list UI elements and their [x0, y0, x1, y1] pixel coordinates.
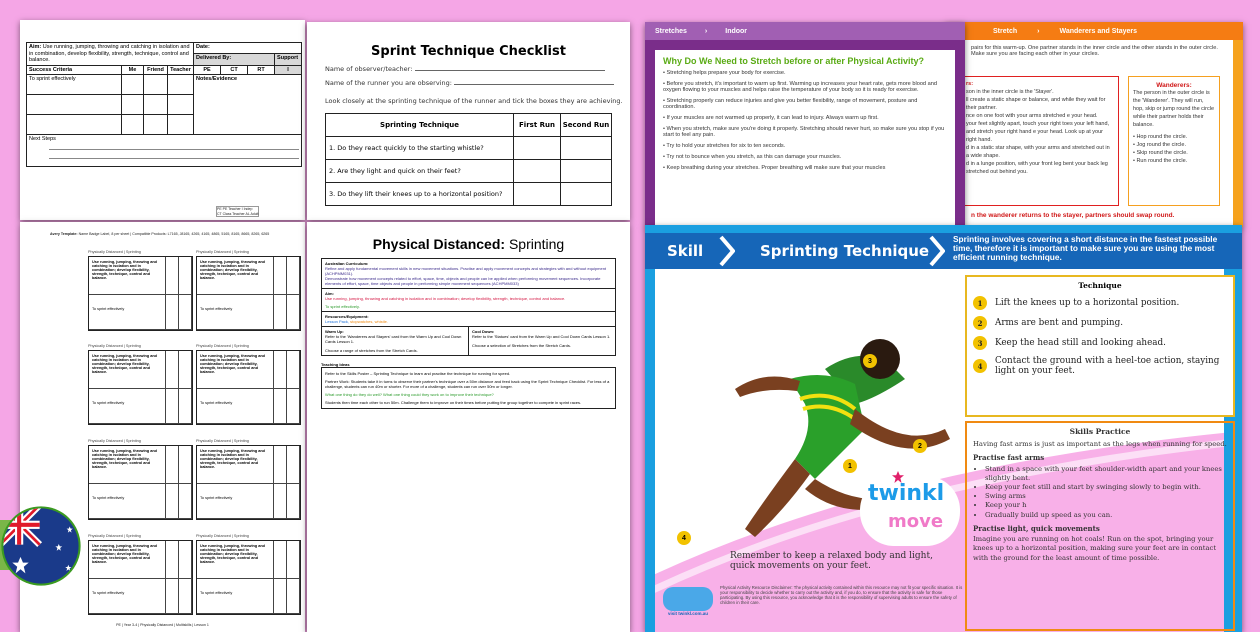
notes-label: Notes/Evidence — [196, 76, 238, 83]
crumb: Stretch — [993, 27, 1018, 35]
table-row: 3. Do they lift their knees up to a horizontal position? — [326, 183, 612, 206]
lesson-plan-table: Australian Curriculum: Refine and apply fundamental movement skills in new movement situations. Practise and apply movement concepts and strategies with and without equipment (ACHPMM031). Demonstrate how movement concepts related to effort, space, time, objects and people can be applied when performing movement sequences. Incorporate elements of effort, space, time objects and people in performing simple movement sequences (ACHPMM033) Aim: Use running, jumping, throwing and catching in isolation and in combination; develop flexibility, strength, technique, control and balance. To sprint effectively. Resources/Equipment: Lesson Pack, stopwatches, whistle. Warm Up: Refer to the 'Wanderers and Stayers' card from the Warm Up and Cool Down Cards Lesson 1. Choose a range of stretches from the Stretch Cards. Cool Down: Refer to the 'Statues' card from the Warm Up and Cool Down Cards Lesson 1. Choose a selection of Stretches from the Stretch Cards. — [321, 258, 616, 356]
name-badge-label: Physically Distanced | Sprinting Use running, jumping, throwing and catching in isolation and in combination; develop flexibility, strength, technique, control and balance. To sprint effectively — [88, 344, 193, 425]
marker-2: 2 — [913, 439, 927, 453]
warmup-footer: n the wanderer returns to the stayer, partners should swap round. — [971, 212, 1175, 219]
sprint-checklist-preview — [307, 22, 630, 220]
checklist-instruction: Look closely at the sprinting technique of the runner and tick the boxes they are achieving. — [325, 97, 623, 105]
chevron-icon — [719, 235, 735, 267]
list-item: d in a static star shape, with your arms and stretched out in a wide shape. — [966, 144, 1110, 159]
step-number: 2 — [973, 316, 987, 330]
list-item: your feet slightly apart, touch your right toes your left hand, and stretch your right hand e your head. Look up at your right hand. — [966, 120, 1110, 143]
list-item: • Stretching properly can reduce injuries and give you better flexibility, range of movement, posture and coordination. — [663, 98, 918, 110]
crumb-skill: Skill — [667, 242, 704, 260]
marker-3: 3 — [863, 354, 877, 368]
step-number: 1 — [973, 296, 987, 310]
step-number: 3 — [973, 336, 987, 350]
col-header: Teacher — [168, 65, 194, 75]
stretch-card-preview: Stretches › Indoor Why Do We Need to Stretch before or after Physical Activity? • Stretching helps prepare your body for exercise. • Before you stretch, it's important to warm up first. Warming up increases your heart rate, gets more blood and oxygen flowing to your muscles and helps raise the temperature of your body so it is ready for exercise. • Stretching properly can reduce injuries and give you better flexibility, range of movement, posture and coordination. • If your muscles are not warmed up properly, it can lead to injury. Always warm up first. • When you stretch, make sure you're doing it properly. Stretching should never hurt, so make sure you stop if you start to feel any pain. • Try to hold your stretches for six to ten seconds. • Try not to bounce when you stretch, as this can damage your muscles. • Keep breathing during your stretches. Proper breathing will make sure that your muscles — [645, 22, 965, 227]
list-item: • Keep your feet still and start by swinging slowly to begin with. — [985, 483, 1227, 492]
name-badge-label: Physically Distanced | Sprinting Use running, jumping, throwing and catching in isolation and in combination; develop flexibility, strength, technique, control and balance. To sprint effectively — [196, 344, 301, 425]
marker-1: 1 — [843, 459, 857, 473]
step-text: Lift the knees up to a horizontal position. — [995, 298, 1180, 308]
role-col: CT — [221, 65, 248, 75]
step-text: Keep the head still and looking ahead. — [995, 338, 1166, 348]
technique-step — [973, 316, 1227, 330]
chevron-icon — [929, 235, 945, 267]
list-item: d in a lunge position, with your front leg bent your back leg stretched out behind you. — [966, 160, 1108, 175]
list-item: nce on one foot with your arms stretched e your head. — [966, 112, 1098, 119]
name-badge-label: Physically Distanced | Sprinting Use running, jumping, throwing and catching in isolation and in combination; develop flexibility, strength, technique, control and balance. To sprint effectively — [88, 534, 193, 615]
list-item: • Swing arms — [985, 492, 1227, 501]
warmup-intro: pairs for this warm-up. One partner stands in the inner circle and the other stands in the outer circle. Make sure you are facing each other in your circles. — [971, 45, 1218, 57]
name-badge-label: Physically Distanced | Sprinting Use running, jumping, throwing and catching in isolation and in combination; develop flexibility, strength, technique, control and balance. To sprint effectively — [196, 534, 301, 615]
col-header: Sprinting Technique — [326, 114, 514, 137]
col-header: Second Run — [561, 114, 612, 137]
role-col: I — [275, 65, 302, 75]
avery-header: Avery Template: Name Badge Label, 8 per sheet | Compatible Products: L7165, J8165, 4265, 4165, 4865, 5165, 8165, 8665, 8265, 6265 — [50, 232, 270, 236]
poster-intro: Sprinting involves covering a short distance in the fastest possible time, therefore it is important to make sure you are using the most efficient running technique. — [953, 234, 1218, 263]
list-item: • Stand in a space with your feet shoulder-width apart and your knees slightly bent. — [985, 465, 1227, 483]
name-badge-label: Physically Distanced | Sprinting Use running, jumping, throwing and catching in isolation and in combination; develop flexibility, strength, technique, control and balance. To sprint effectively — [88, 439, 193, 520]
delivered-by-label: Delivered By: — [194, 54, 275, 65]
next-steps-label: Next Steps — [29, 136, 56, 143]
list-item: • If your muscles are not warmed up properly, it can lead to injury. Always warm up first. — [663, 115, 879, 121]
disclaimer: Physical Activity Resource Disclaimer: The physical activity contained within this resource may not fit your specific situation. It is your responsibility to decide whether to carry out the activity and, if you do, to ensure that the activity is safe for those participating. By using this resource, you acknowledge that it is the responsibility of supervising adults to ensure the safety of children in their care. — [720, 585, 963, 605]
twinkl-badge[interactable]: visit twinkl.com.au — [663, 587, 713, 616]
list-item: • Run round the circle. — [1133, 158, 1188, 165]
crumb: Wanderers and Stayers — [1059, 27, 1138, 35]
technique-step — [973, 296, 1227, 310]
australia-flag-icon — [0, 505, 82, 587]
step-number: 4 — [973, 359, 987, 373]
remember-note: Remember to keep a relaxed body and light, quick movements on your feet. — [730, 551, 933, 571]
aim-text: Use running, jumping, throwing and catching in isolation and in combination, develop flexibility, strength, technique, control and balance. — [29, 44, 190, 64]
logo-brand: twinkl — [868, 481, 945, 506]
list-item: ll create a static shape or balance, and while they wait for their partner. — [966, 96, 1106, 111]
stayers-box: rs: son in the inner circle is the 'Stayer'. ll create a static shape or balance, and while they wait for their partner. nce on one foot with your arms stretched e your head. your feet slightly apart, touch your right toes your left hand, and stretch your right hand e your head. Look up at your right hand. d in a static star shape, with your arms and stretched out in a wide shape. d in a lunge position, with your front leg bent your back leg stretched out behind you. — [961, 76, 1119, 206]
list-item: • Keep breathing during your stretches. Proper breathing will make sure that your muscles — [663, 165, 886, 171]
list-item: son in the inner circle is the 'Stayer'. — [966, 88, 1054, 95]
lesson-plan-preview — [307, 222, 630, 632]
support-label: Support — [275, 54, 302, 65]
list-item: • Skip round the circle. — [1133, 150, 1188, 157]
list-item: • Try to hold your stretches for six to ten seconds. — [663, 143, 786, 149]
technique-step — [973, 336, 1227, 350]
lesson-title: Physical Distanced: Sprinting — [372, 236, 565, 252]
light-text: Imagine you are running on hot coals! Run on the spot, bringing your knees up to a horizontal position, making sure your feet are in contact with the ground for the least amount of time possible. — [973, 535, 1217, 562]
list-item: • Try not to bounce when you stretch, as this can damage your muscles. — [663, 154, 842, 160]
checklist-title: Sprint Technique Checklist — [371, 44, 566, 59]
warmup-card-preview: Stretch › Wanderers and Stayers pairs for this warm-up. One partner stands in the inner circle and the other stands in the outer circle. Make sure you are facing each other in your circles. rs: son in the inner circle is the 'Stayer'. ll create a static shape or balance, and while they wait for their partner. nce on one foot with your arms stretched e your head. your feet slightly apart, touch your right toes your left hand, and stretch your right hand e your head. Look up at your right hand. d in a static star shape, with your arms and stretched out in a wide shape. d in a lunge position, with your front leg bent your back leg stretched out behind you. Wanderers: The person in the outer circle is the 'Wanderer'. They will run, hop, skip or jump round the circle while their partner holds their balance. • Hop round the circle. • Jog round the circle. • Skip round the circle. • Run round the circle. n the wanderer returns to the stayer, partners should swap round. — [945, 22, 1243, 227]
stretch-title: Why Do We Need to Stretch before or after Physical Activity? — [663, 56, 925, 66]
list-item: • When you stretch, make sure you're doing it properly. Stretching should never hurt, so make sure you stop if you start to feel any pain. — [663, 126, 945, 138]
wanderers-box: Wanderers: The person in the outer circle is the 'Wanderer'. They will run, hop, skip or jump round the circle while their partner holds their balance. • Hop round the circle. • Jog round the circle. • Skip round the circle. • Run round the circle. — [1128, 76, 1220, 206]
col-header: Me — [122, 65, 144, 75]
list-item: • Hop round the circle. — [1133, 134, 1188, 141]
technique-step — [973, 356, 1227, 376]
crumb: Indoor — [725, 27, 748, 35]
aim-label: Aim: — [29, 44, 42, 50]
sheet-footer: PE | Year 3-4 | Physically Distanced | Multiskills | Lesson 1 — [116, 623, 209, 628]
list-item: • Stretching helps prepare your body for exercise. — [663, 70, 786, 76]
table-row: 1. Do they react quickly to the starting whistle? — [326, 137, 612, 160]
poster-header — [645, 233, 1242, 269]
checklist-table — [325, 113, 612, 206]
step-text: Arms are bent and pumping. — [995, 318, 1124, 328]
marker-4: 4 — [677, 531, 691, 545]
list-item: • Keep your h — [985, 501, 1227, 510]
role-col: RT — [248, 65, 275, 75]
assessment-table — [26, 42, 302, 167]
criterion: To sprint effectively — [27, 75, 122, 95]
crumb: Stretches — [655, 27, 687, 35]
key-table: PE PE Teacher I Indep CT Class Teacher AL Adult — [217, 207, 259, 216]
observer-line: Name of observer/teacher: — [325, 65, 630, 73]
name-badge-label: Physically Distanced | Sprinting Use running, jumping, throwing and catching in isolation and in combination; develop flexibility, strength, technique, control and balance. To sprint effectively — [196, 250, 301, 331]
assessment-sheet-preview — [20, 20, 305, 220]
list-item: • Gradually build up speed as you can. — [985, 511, 1227, 520]
twinkl-move-logo — [860, 470, 960, 546]
name-badge-label: Physically Distanced | Sprinting Use running, jumping, throwing and catching in isolation and in combination; develop flexibility, strength, technique, control and balance. To sprint effectively — [196, 439, 301, 520]
name-badge-label: Physically Distanced | Sprinting Use running, jumping, throwing and catching in isolation and in combination; develop flexibility, strength, technique, control and balance. To sprint effectively — [88, 250, 193, 331]
technique-box: Technique 1 Lift the knees up to a horizontal position. 2 Arms are bent and pumping. 3 Keep the head still and looking ahead. 4 Contact the ground with a heel-toe action, staying light on your feet. — [965, 275, 1235, 417]
step-text: Contact the ground with a heel-toe action, staying light on your feet. — [995, 356, 1220, 376]
col-header: Friend — [144, 65, 168, 75]
teaching-ideas: Teaching Ideas Refer to the Skills Poster – Sprinting Technique to learn and practise the technique for running for speed. Partner Work: Students take it in turns to observe their partner's technique over a 50m distance and feed back using the Sprint Technique Checklist. For less of a challenge, students can run 40m or shorter. For more of a challenge, students can run over 50m or longer. What one thing do they do well? What one thing could they work on to improve their technique? Students then time each other to run 50m. Challenge them to improve on their times before putting the group together to compete in sprint races. — [321, 362, 616, 409]
list-item: • Jog round the circle. — [1133, 142, 1186, 149]
logo-sub: move — [888, 511, 944, 532]
runner-line: Name of the runner you are observing: — [325, 79, 630, 87]
table-row: 2. Are they light and quick on their feet? — [326, 160, 612, 183]
col-header: Success Criteria — [27, 65, 122, 75]
crumb-sprinting: Sprinting Technique — [760, 242, 930, 260]
list-item: • Before you stretch, it's important to warm up first. Warming up increases your heart rate, gets more blood and oxygen flowing to your muscles and helps raise the temperature of your body so it is ready for exercise. — [663, 81, 937, 93]
role-col: PE — [194, 65, 221, 75]
col-header: First Run — [514, 114, 561, 137]
skills-practice-box: Skills Practice Having fast arms is just as important as the legs when running for speed. Practise fast arms • Stand in a space with your feet shoulder-width apart and your knees slightly bent. • Keep your feet still and start by swinging slowly to begin with. • Swing arms • Keep your h • Gradually build up speed as you can. Practise light, quick movements Imagine you are running on hot coals! Run on the spot, bringing your knees up to a horizontal position, making sure your feet are in contact with the ground for the least amount of time possible. — [965, 421, 1235, 631]
sprinting-poster-preview — [645, 225, 1242, 632]
date-label: Date: — [196, 44, 210, 50]
